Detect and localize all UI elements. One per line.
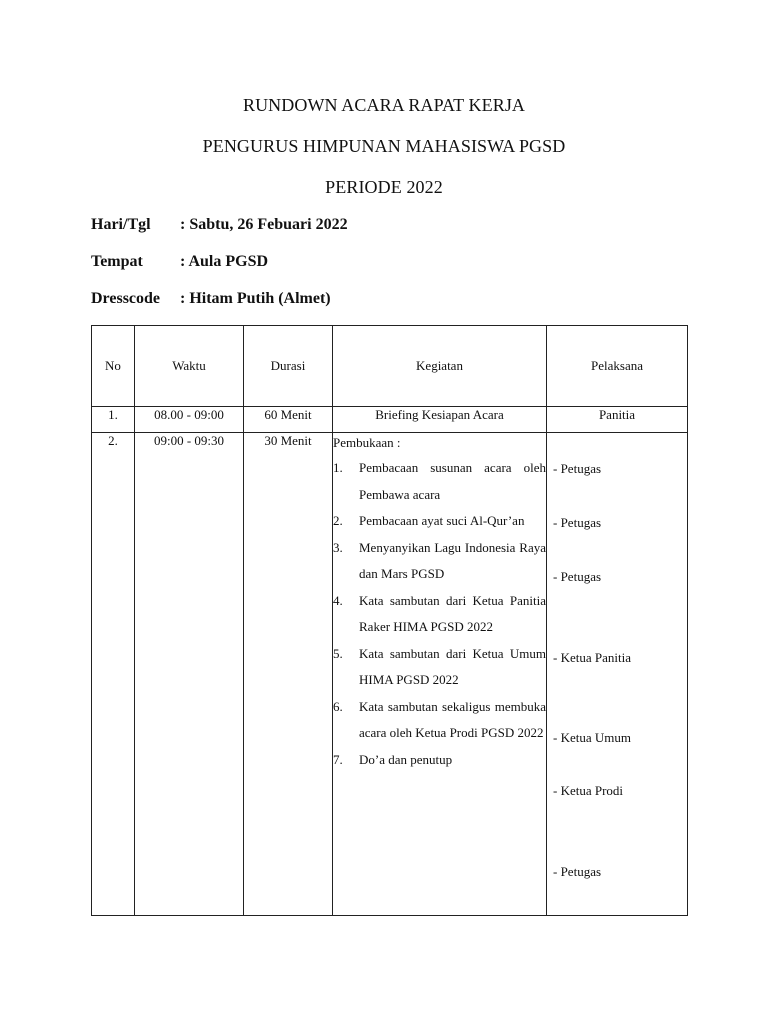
table-header-row [92,326,688,407]
header-waktu: Waktu [135,326,244,407]
row2-waktu: 09:00 - 09:30 [135,433,244,916]
info-date-value: : Sabtu, 26 Febuari 2022 [180,216,348,233]
list-item [333,508,546,535]
list-text: Do’a dan penutup [359,751,453,767]
list-number: 4. [333,592,343,608]
info-date-label: Hari/Tgl [91,216,151,233]
rundown-table [91,325,688,916]
list-item [333,694,546,747]
pelaksana-item: - Ketua Panitia [553,650,631,665]
document-period: PERIODE 2022 [325,177,443,197]
list-item [333,455,546,508]
info-dresscode-value: : Hitam Putih (Almet) [180,290,331,307]
pelaksana-item: - Petugas [553,515,602,530]
list-number: 5. [333,645,343,661]
pelaksana-item: - Petugas [553,569,602,584]
row2-kegiatan [333,433,547,916]
list-number: 7. [333,751,343,767]
list-number: 2. [333,513,343,528]
list-number: 6. [333,698,343,714]
info-place-label: Tempat [91,253,143,270]
pelaksana-item: - Ketua Prodi [553,783,624,798]
row1-durasi: 60 Menit [244,407,333,433]
document-title: RUNDOWN ACARA RAPAT KERJA [242,95,526,115]
list-text: Pembacaan ayat suci Al-Qur’an [359,513,525,528]
list-number: 1. [333,460,343,475]
list-text: Kata sambutan sekaligus membuka acara oleh Ketua Prodi PGSD 2022 [359,698,546,740]
list-item [333,747,546,774]
row2-no: 2. [92,433,135,916]
row2-durasi: 30 Menit [244,433,333,916]
pelaksana-item: - Petugas [553,461,602,476]
row1-no: 1. [92,407,135,433]
list-item [333,641,546,694]
info-place-value: : Aula PGSD [180,253,269,270]
header-no: No [92,326,135,407]
list-text: Pembacaan susunan acara oleh Pembawa acara [359,460,546,502]
row2-pelaksana [547,433,688,916]
row1-waktu: 08.00 - 09:00 [135,407,244,433]
pelaksana-item: - Ketua Umum [553,730,631,745]
pelaksana-item: - Petugas [553,864,602,879]
list-text: Kata sambutan dari Ketua Panitia Raker HIMA PGSD 2022 [359,592,546,634]
header-durasi: Durasi [244,326,333,407]
table-row [92,433,688,916]
list-item [333,535,546,588]
info-dresscode-label: Dresscode [91,290,161,307]
header-kegiatan: Kegiatan [333,326,547,407]
list-number: 3. [333,539,343,555]
row1-pelaksana: Panitia [547,407,688,433]
table-row [92,407,688,433]
list-text: Menyanyikan Lagu Indonesia Raya dan Mars PGSD [359,539,546,581]
document-subtitle: PENGURUS HIMPUNAN MAHASISWA PGSD [202,136,566,156]
kegiatan-heading: Pembukaan : [333,435,401,450]
row1-kegiatan: Briefing Kesiapan Acara [333,407,547,433]
header-pelaksana: Pelaksana [547,326,688,407]
list-item [333,588,546,641]
list-text: Kata sambutan dari Ketua Umum HIMA PGSD 2022 [359,645,546,687]
